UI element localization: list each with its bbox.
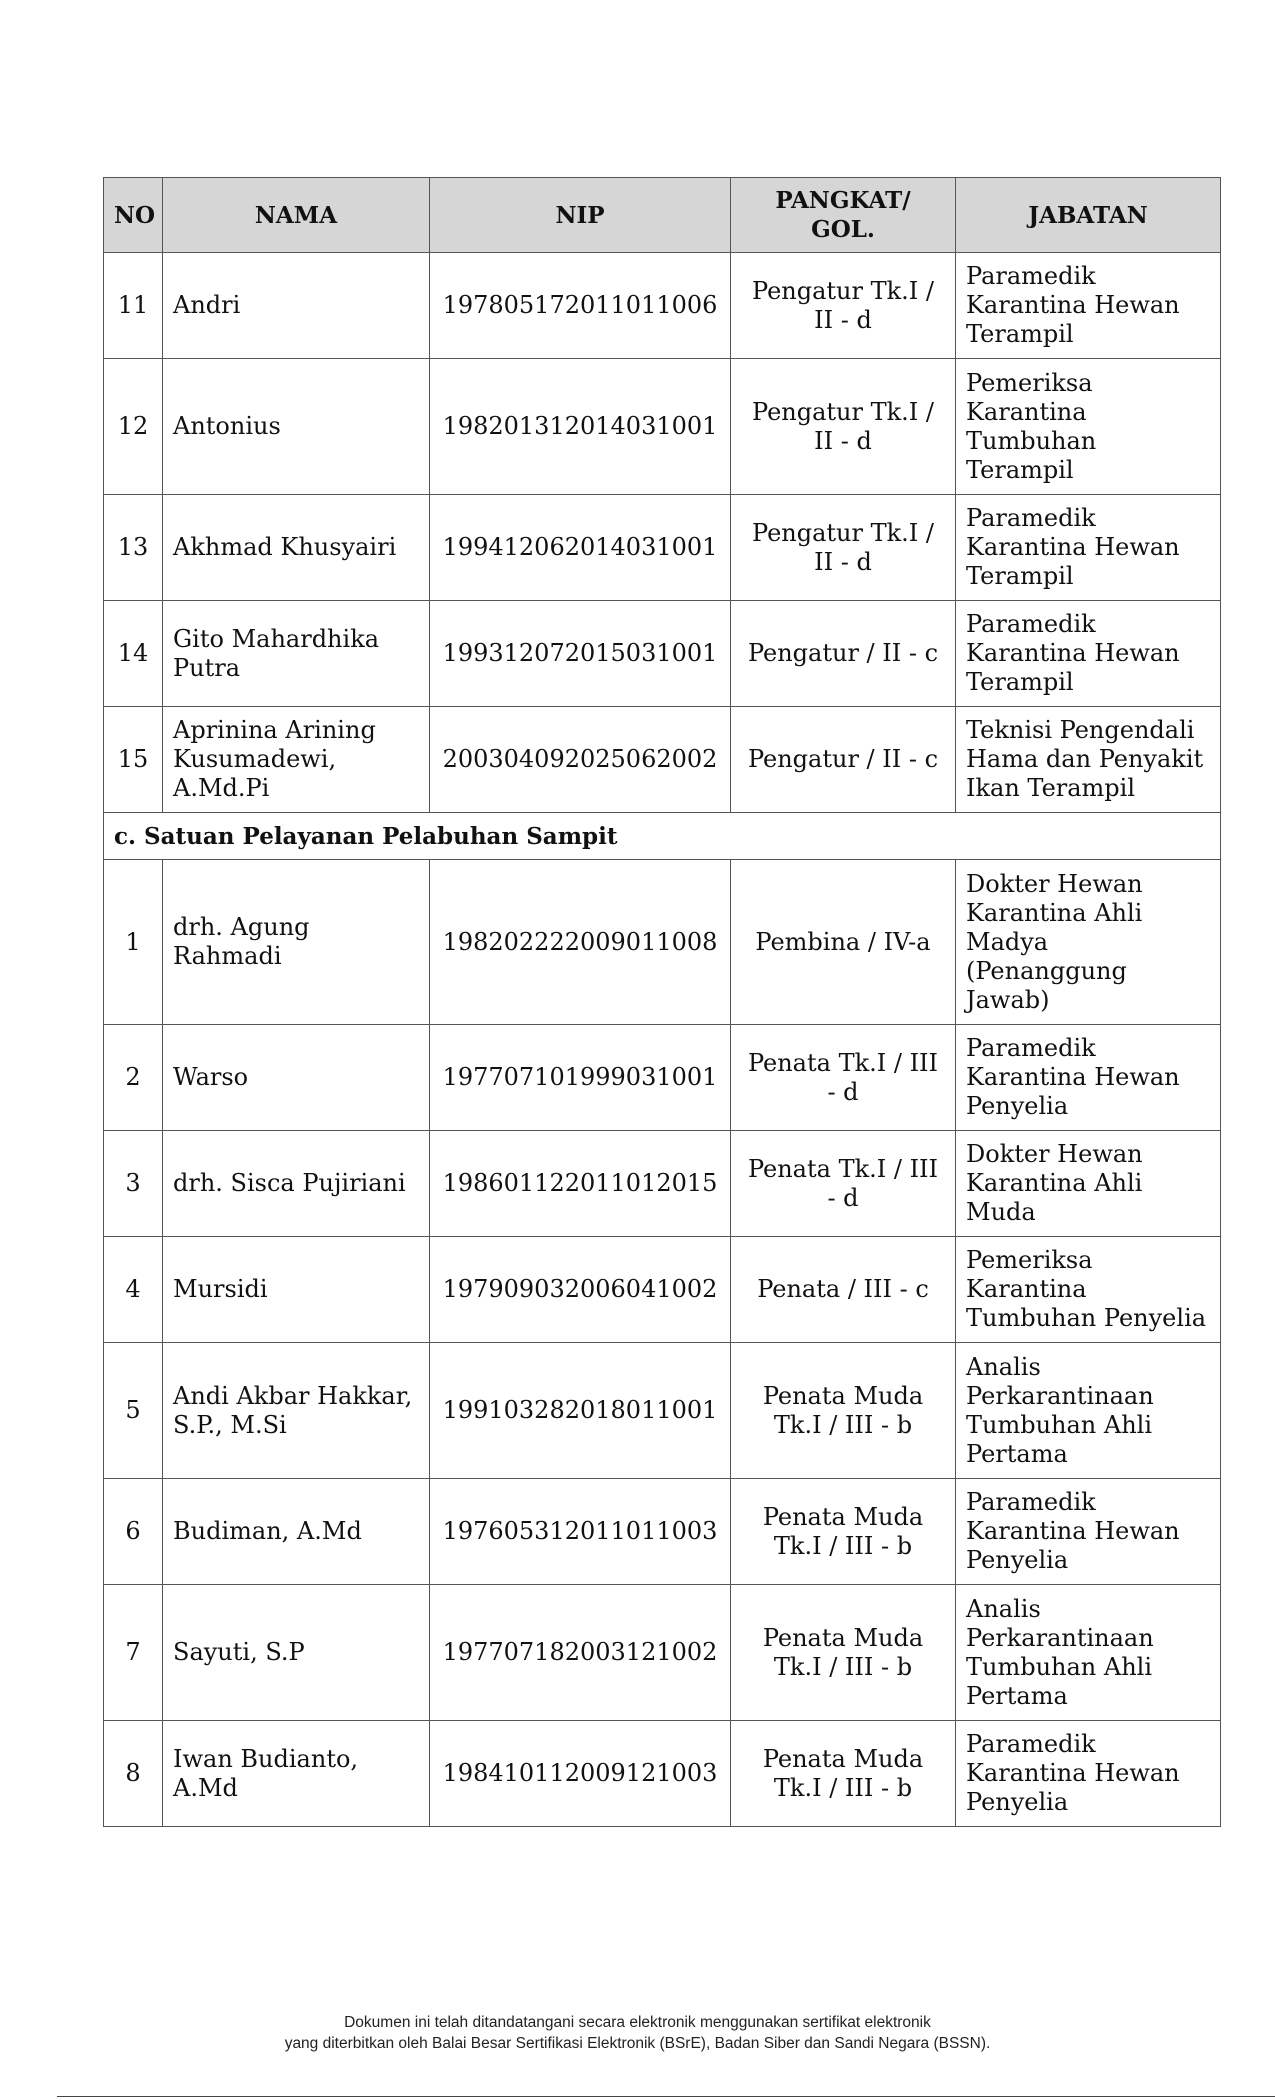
cell-nama: Aprinina Arining Kusumadewi, A.Md.Pi (163, 707, 430, 813)
cell-jabatan: Paramedik Karantina Hewan Penyelia (956, 1721, 1221, 1827)
cell-no: 14 (104, 601, 163, 707)
cell-jabatan: Pemeriksa Karantina Tumbuhan Terampil (956, 359, 1221, 495)
table-row (104, 359, 1221, 495)
cell-jabatan: Paramedik Karantina Hewan Terampil (956, 495, 1221, 601)
cell-pangkat: Pengatur Tk.I / II - d (731, 359, 956, 495)
cell-jabatan: Dokter Hewan Karantina Ahli Muda (956, 1131, 1221, 1237)
cell-pangkat: Pengatur / II - c (731, 601, 956, 707)
cell-nip: 197909032006041002 (430, 1237, 731, 1343)
header-no: NO (104, 178, 163, 253)
cell-nip: 199312072015031001 (430, 601, 731, 707)
cell-no: 5 (104, 1343, 163, 1479)
table-row (104, 1237, 1221, 1343)
cell-pangkat: Pengatur Tk.I / II - d (731, 495, 956, 601)
cell-no: 13 (104, 495, 163, 601)
table-row (104, 860, 1221, 1025)
cell-pangkat: Pengatur Tk.I / II - d (731, 253, 956, 359)
cell-jabatan: Dokter Hewan Karantina Ahli Madya (Penanggung Jawab) (956, 860, 1221, 1025)
bottom-divider (57, 2096, 1275, 2097)
table-row (104, 1721, 1221, 1827)
cell-pangkat: Penata Muda Tk.I / III - b (731, 1721, 956, 1827)
cell-no: 2 (104, 1025, 163, 1131)
table-row (104, 1025, 1221, 1131)
cell-jabatan: Pemeriksa Karantina Tumbuhan Penyelia (956, 1237, 1221, 1343)
cell-jabatan: Paramedik Karantina Hewan Terampil (956, 601, 1221, 707)
table-row (104, 601, 1221, 707)
cell-no: 8 (104, 1721, 163, 1827)
cell-nip: 198201312014031001 (430, 359, 731, 495)
cell-no: 11 (104, 253, 163, 359)
cell-nama: Andri (163, 253, 430, 359)
cell-pangkat: Penata Tk.I / III - d (731, 1131, 956, 1237)
header-pangkat: PANGKAT/ GOL. (731, 178, 956, 253)
cell-no: 12 (104, 359, 163, 495)
header-nip: NIP (430, 178, 731, 253)
cell-nip: 197707182003121002 (430, 1585, 731, 1721)
cell-pangkat: Pengatur / II - c (731, 707, 956, 813)
cell-nama: Iwan Budianto, A.Md (163, 1721, 430, 1827)
cell-nama: Budiman, A.Md (163, 1479, 430, 1585)
table-row (104, 1131, 1221, 1237)
section-label: c. Satuan Pelayanan Pelabuhan Sampit (104, 813, 1221, 860)
cell-nama: Akhmad Khusyairi (163, 495, 430, 601)
footer-line-2: yang diterbitkan oleh Balai Besar Sertifikasi Elektronik (BSrE), Badan Siber dan Sandi Negara (BSSN). (284, 2035, 991, 2052)
header-jabatan: JABATAN (956, 178, 1221, 253)
table-row (104, 1479, 1221, 1585)
cell-no: 4 (104, 1237, 163, 1343)
table-row (104, 1585, 1221, 1721)
header-nama: NAMA (163, 178, 430, 253)
table-row (104, 1343, 1221, 1479)
cell-nama: Andi Akbar Hakkar, S.P., M.Si (163, 1343, 430, 1479)
cell-nip: 198410112009121003 (430, 1721, 731, 1827)
cell-jabatan: Teknisi Pengendali Hama dan Penyakit Ikan Terampil (956, 707, 1221, 813)
cell-nama: Warso (163, 1025, 430, 1131)
cell-jabatan: Paramedik Karantina Hewan Penyelia (956, 1025, 1221, 1131)
cell-nip: 197605312011011003 (430, 1479, 731, 1585)
staff-table (103, 177, 1221, 1827)
section-row (104, 813, 1221, 860)
cell-nip: 200304092025062002 (430, 707, 731, 813)
table-row (104, 495, 1221, 601)
cell-nama: Antonius (163, 359, 430, 495)
cell-jabatan: Paramedik Karantina Hewan Penyelia (956, 1479, 1221, 1585)
cell-nip: 199103282018011001 (430, 1343, 731, 1479)
cell-no: 1 (104, 860, 163, 1025)
table-header-row (104, 178, 1221, 253)
cell-nip: 198202222009011008 (430, 860, 731, 1025)
cell-pangkat: Penata Muda Tk.I / III - b (731, 1343, 956, 1479)
table-row (104, 707, 1221, 813)
table-row (104, 253, 1221, 359)
cell-no: 7 (104, 1585, 163, 1721)
cell-nama: drh. Sisca Pujiriani (163, 1131, 430, 1237)
cell-nip: 199412062014031001 (430, 495, 731, 601)
cell-pangkat: Penata / III - c (731, 1237, 956, 1343)
cell-jabatan: Paramedik Karantina Hewan Terampil (956, 253, 1221, 359)
cell-nip: 198601122011012015 (430, 1131, 731, 1237)
cell-nip: 197707101999031001 (430, 1025, 731, 1131)
cell-no: 15 (104, 707, 163, 813)
cell-jabatan: Analis Perkarantinaan Tumbuhan Ahli Pertama (956, 1343, 1221, 1479)
cell-pangkat: Pembina / IV-a (731, 860, 956, 1025)
cell-nip: 197805172011011006 (430, 253, 731, 359)
cell-nama: Gito Mahardhika Putra (163, 601, 430, 707)
cell-no: 3 (104, 1131, 163, 1237)
footer-line-1: Dokumen ini telah ditandatangani secara elektronik menggunakan sertifikat elektronik (344, 2014, 931, 2031)
cell-pangkat: Penata Tk.I / III - d (731, 1025, 956, 1131)
cell-pangkat: Penata Muda Tk.I / III - b (731, 1479, 956, 1585)
cell-nama: drh. Agung Rahmadi (163, 860, 430, 1025)
cell-pangkat: Penata Muda Tk.I / III - b (731, 1585, 956, 1721)
cell-no: 6 (104, 1479, 163, 1585)
cell-nama: Mursidi (163, 1237, 430, 1343)
cell-jabatan: Analis Perkarantinaan Tumbuhan Ahli Pertama (956, 1585, 1221, 1721)
esign-footer (0, 2012, 1275, 2054)
cell-nama: Sayuti, S.P (163, 1585, 430, 1721)
